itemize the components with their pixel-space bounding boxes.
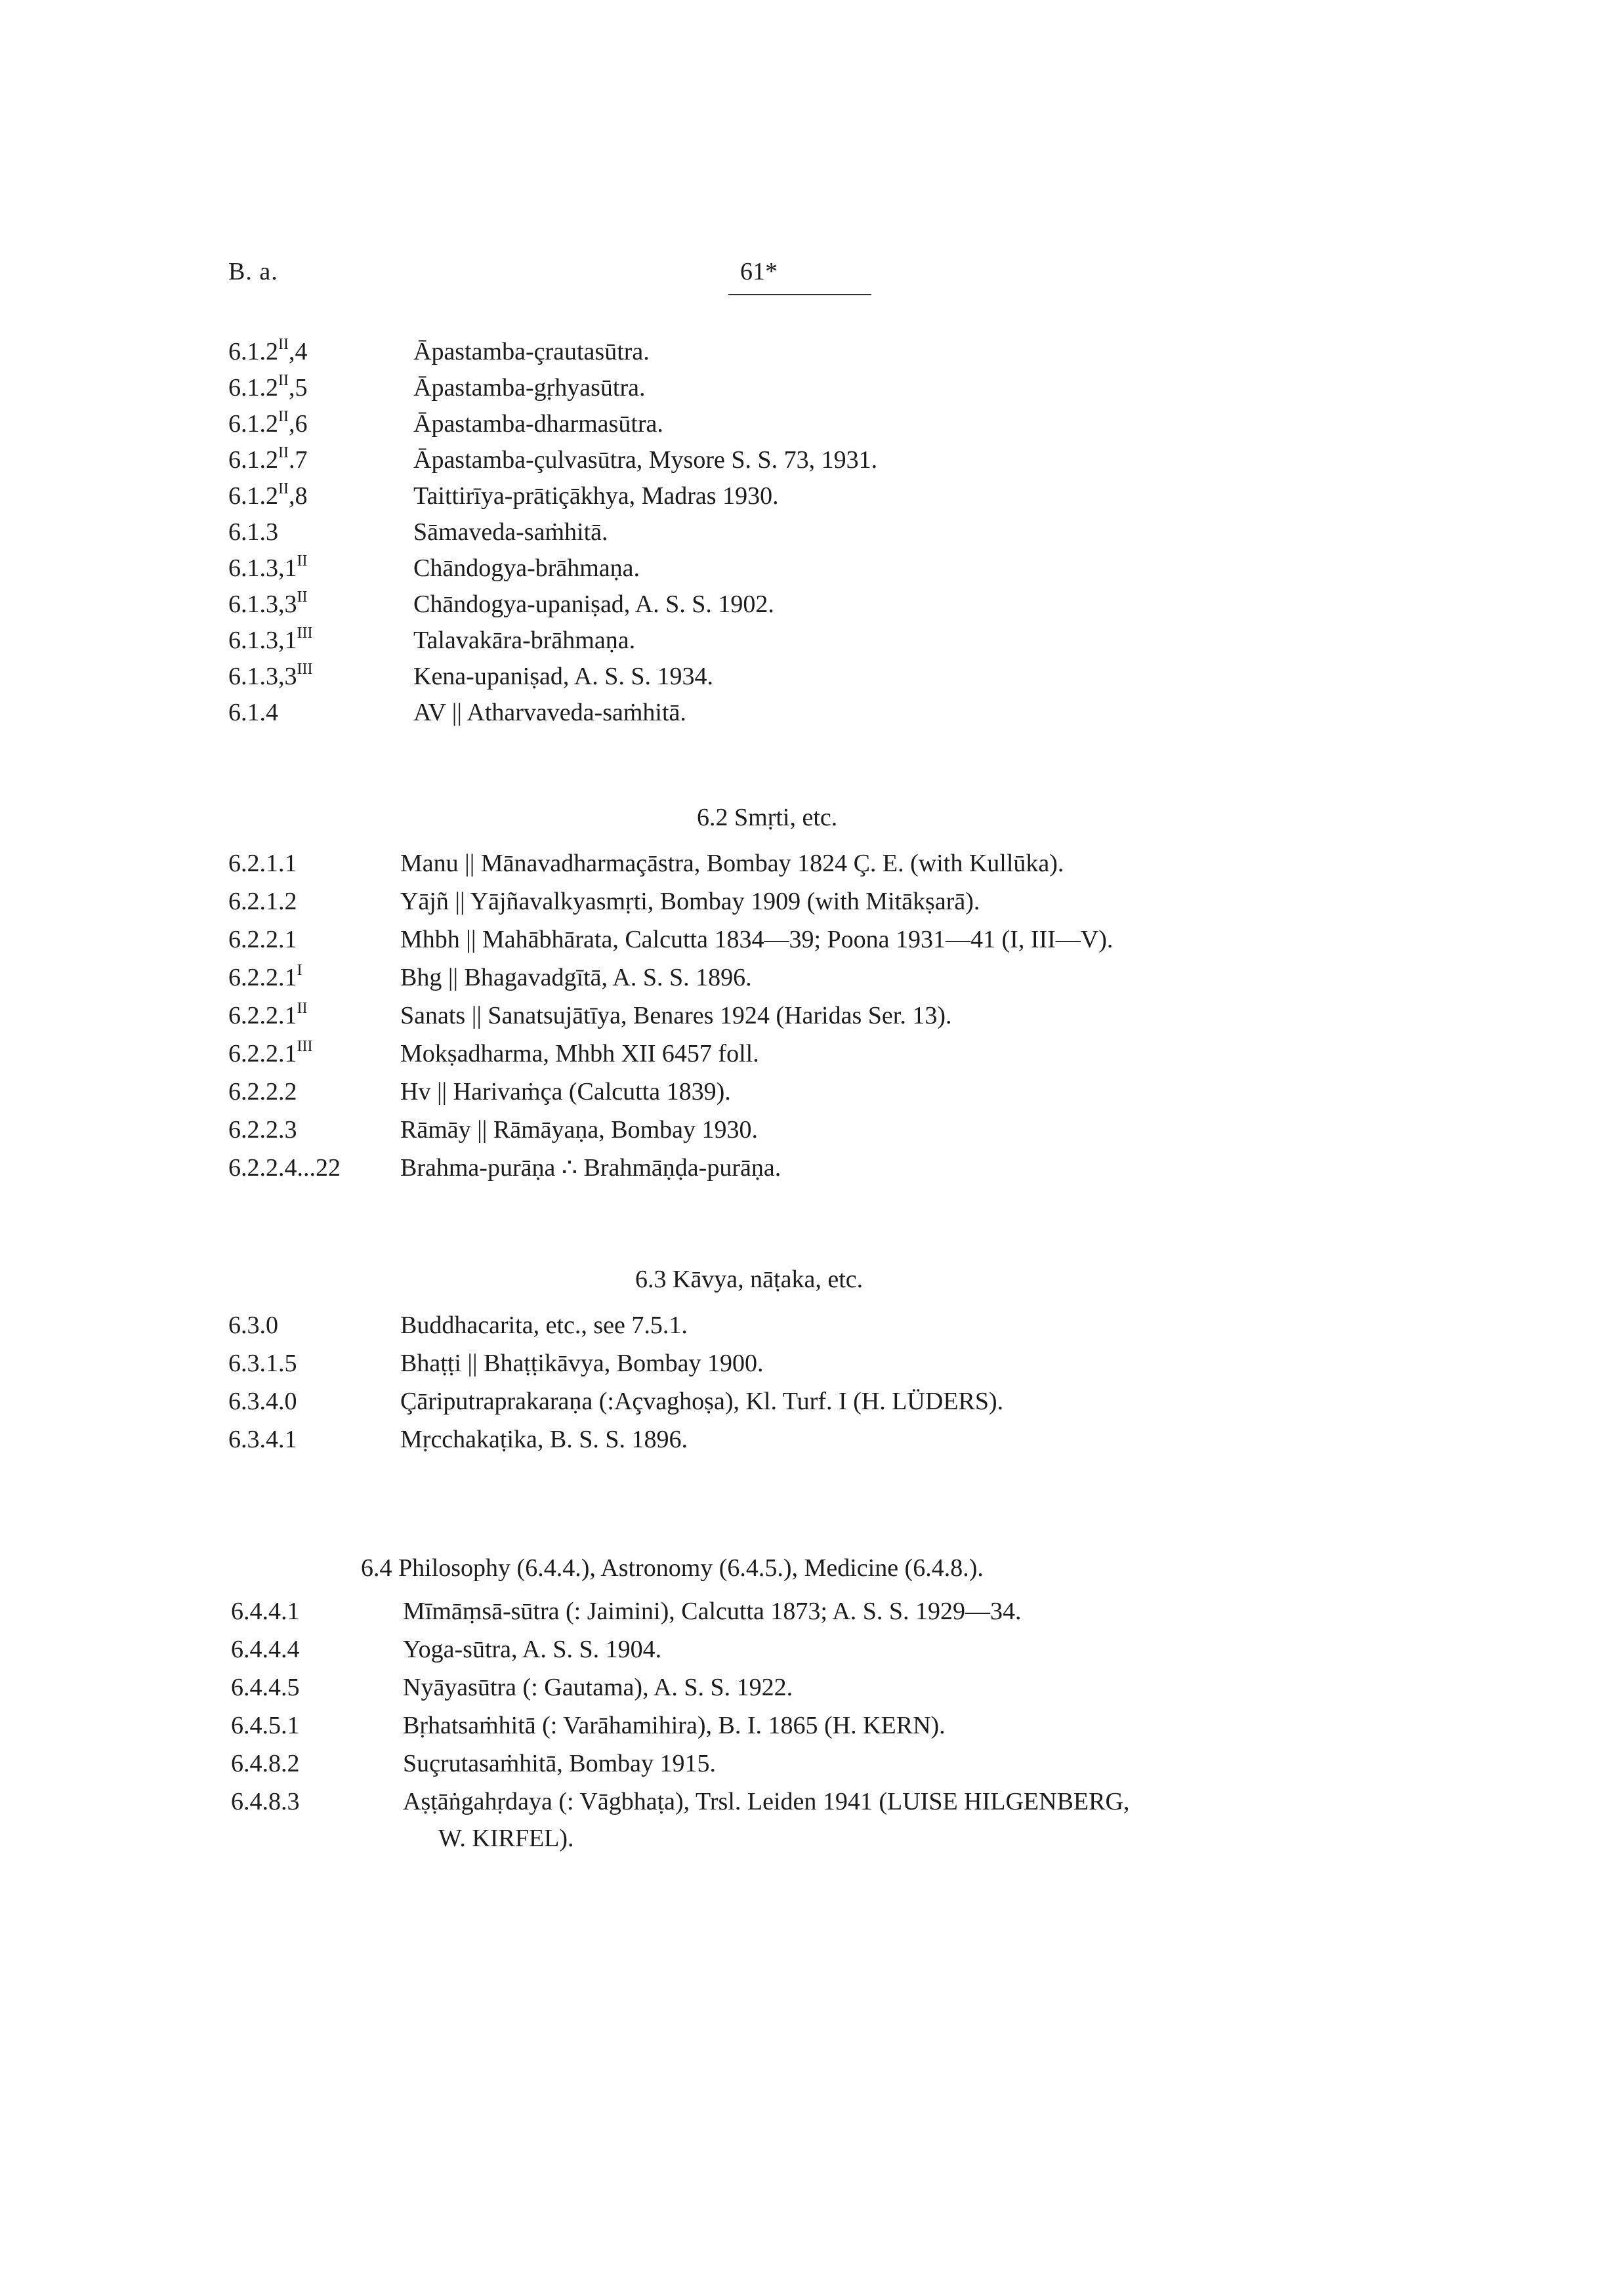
entry-text: Bhaṭṭi || Bhaṭṭikāvya, Bombay 1900. <box>400 1350 764 1377</box>
entry-number: $6.2.2.1^{II}$ <box>228 1000 308 1029</box>
entry-number: 6.3.4.1 <box>228 1426 297 1453</box>
entry-text: Hv || Harivaṁça (Calcutta 1839). <box>400 1078 731 1106</box>
entry-text: Manu || Mānavadharmaçāstra, Bombay 1824 Ç. E. (with Kullūka). <box>400 850 1064 877</box>
entry-number: 6.3.0 <box>228 1312 278 1339</box>
entry-number: 6.3.1.5 <box>228 1350 297 1377</box>
entry-text: Nyāyasūtra (: Gautama), A. S. S. 1922. <box>403 1674 793 1701</box>
entry-text: Taittirīya-prātiçākhya, Madras 1930. <box>413 482 779 510</box>
entry-number: $6.1.2^{II},5$ <box>228 372 308 402</box>
entry-number: 6.2.1.2 <box>228 888 297 915</box>
entry-text: Āpastamba-çulvasūtra, Mysore S. S. 73, 1931. <box>413 446 878 474</box>
entry-text: Chāndogya-upaniṣad, A. S. S. 1902. <box>413 590 774 618</box>
entry-number: $6.2.2.1^{III}$ <box>228 1038 313 1067</box>
entry-text: Rāmāy || Rāmāyaṇa, Bombay 1930. <box>400 1116 758 1144</box>
entry-number: 6.2.2.1 <box>228 926 297 953</box>
entry-number: 6.1.4 <box>228 699 278 726</box>
entry-number: 6.4.8.3 <box>231 1788 300 1815</box>
entry-text: Suçrutasaṁhitā, Bombay 1915. <box>403 1750 717 1777</box>
entry-number: 6.2.2.4...22 <box>228 1154 341 1182</box>
entry-number: $6.2.2.1^I$ <box>228 962 302 991</box>
entry-number: $6.1.3,3^{II}$ <box>228 589 308 618</box>
entry-number: 6.1.3 <box>228 518 278 546</box>
entry-number: 6.2.2.2 <box>228 1078 297 1106</box>
entry-text: Aṣṭāṅgahṛdaya (: Vāgbhaṭa), Trsl. Leiden 1941 (LUISE HILGENBERG, <box>403 1788 1130 1815</box>
entry-text: Āpastamba-çrautasūtra. <box>413 338 650 365</box>
page-number: 61* <box>740 258 778 285</box>
entry-text: Mṛcchakaṭika, B. S. S. 1896. <box>400 1426 688 1453</box>
entry-text: Āpastamba-gṛhyasūtra. <box>413 374 646 402</box>
entry-number: 6.4.4.1 <box>231 1598 300 1625</box>
entry-number: $6.1.3,3^{III}$ <box>228 661 313 690</box>
entry-number: $6.1.2^{II},8$ <box>228 480 308 510</box>
running-header-left: B. a. <box>228 258 278 285</box>
entry-text: Kena-upaniṣad, A. S. S. 1934. <box>413 663 714 690</box>
entry-text: Yājñ || Yājñavalkyasmṛti, Bombay 1909 (with Mitākṣarā). <box>400 888 980 915</box>
entry-number: 6.2.1.1 <box>228 850 297 877</box>
entry-number: $6.1.2^{II}.7$ <box>228 444 308 474</box>
entry-text: Sāmaveda-saṁhitā. <box>413 518 608 546</box>
entry-text: Bṛhatsaṁhitā (: Varāhamihira), B. I. 1865 (H. KERN). <box>403 1712 946 1739</box>
entry-number: 6.4.4.4 <box>231 1636 300 1663</box>
entry-text: Sanats || Sanatsujātīya, Benares 1924 (Haridas Ser. 13). <box>400 1002 952 1029</box>
entry-number: 6.3.4.0 <box>228 1388 297 1415</box>
entry-text: Çāriputraprakaraṇa (:Açvaghoṣa), Kl. Turf. I (H. LÜDERS). <box>400 1388 1004 1415</box>
header-rule <box>728 294 871 295</box>
entry-text: Āpastamba-dharmasūtra. <box>413 410 663 438</box>
entry-number: 6.4.4.5 <box>231 1674 300 1701</box>
entry-number: 6.4.5.1 <box>231 1712 300 1739</box>
entry-text: Brahma-purāṇa ∴ Brahmāṇḍa-purāṇa. <box>400 1154 781 1182</box>
section-title: 6.4 Philosophy (6.4.4.), Astronomy (6.4.5.), Medicine (6.4.8.). <box>361 1554 984 1582</box>
entry-number: 6.2.2.3 <box>228 1116 297 1144</box>
entry-number: 6.4.8.2 <box>231 1750 300 1777</box>
section-title: 6.3 Kāvya, nāṭaka, etc. <box>635 1266 864 1293</box>
entry-text: Mhbh || Mahābhārata, Calcutta 1834—39; Poona 1931—41 (I, III—V). <box>400 926 1114 953</box>
entry-number: $6.1.2^{II},4$ <box>228 336 308 365</box>
entry-text: Bhg || Bhagavadgītā, A. S. S. 1896. <box>400 964 752 991</box>
entry-number: $6.1.3,1^{III}$ <box>228 625 313 654</box>
entry-text: Yoga-sūtra, A. S. S. 1904. <box>403 1636 662 1663</box>
entry-text: Mīmāṃsā-sūtra (: Jaimini), Calcutta 1873; A. S. S. 1929—34. <box>403 1598 1022 1625</box>
entry-text: Chāndogya-brāhmaṇa. <box>413 554 640 582</box>
entry-text: Mokṣadharma, Mhbh XII 6457 foll. <box>400 1040 759 1067</box>
section-title: 6.2 Smṛti, etc. <box>697 804 838 831</box>
entry-text: AV || Atharvaveda-saṁhitā. <box>413 699 686 726</box>
entry-number: $6.1.3,1^{II}$ <box>228 552 308 582</box>
entry-text: Buddhacarita, etc., see 7.5.1. <box>400 1312 688 1339</box>
entry-text: Talavakāra-brāhmaṇa. <box>413 627 636 654</box>
entry-continuation: W. KIRFEL). <box>438 1825 574 1852</box>
entry-number: $6.1.2^{II},6$ <box>228 408 308 438</box>
